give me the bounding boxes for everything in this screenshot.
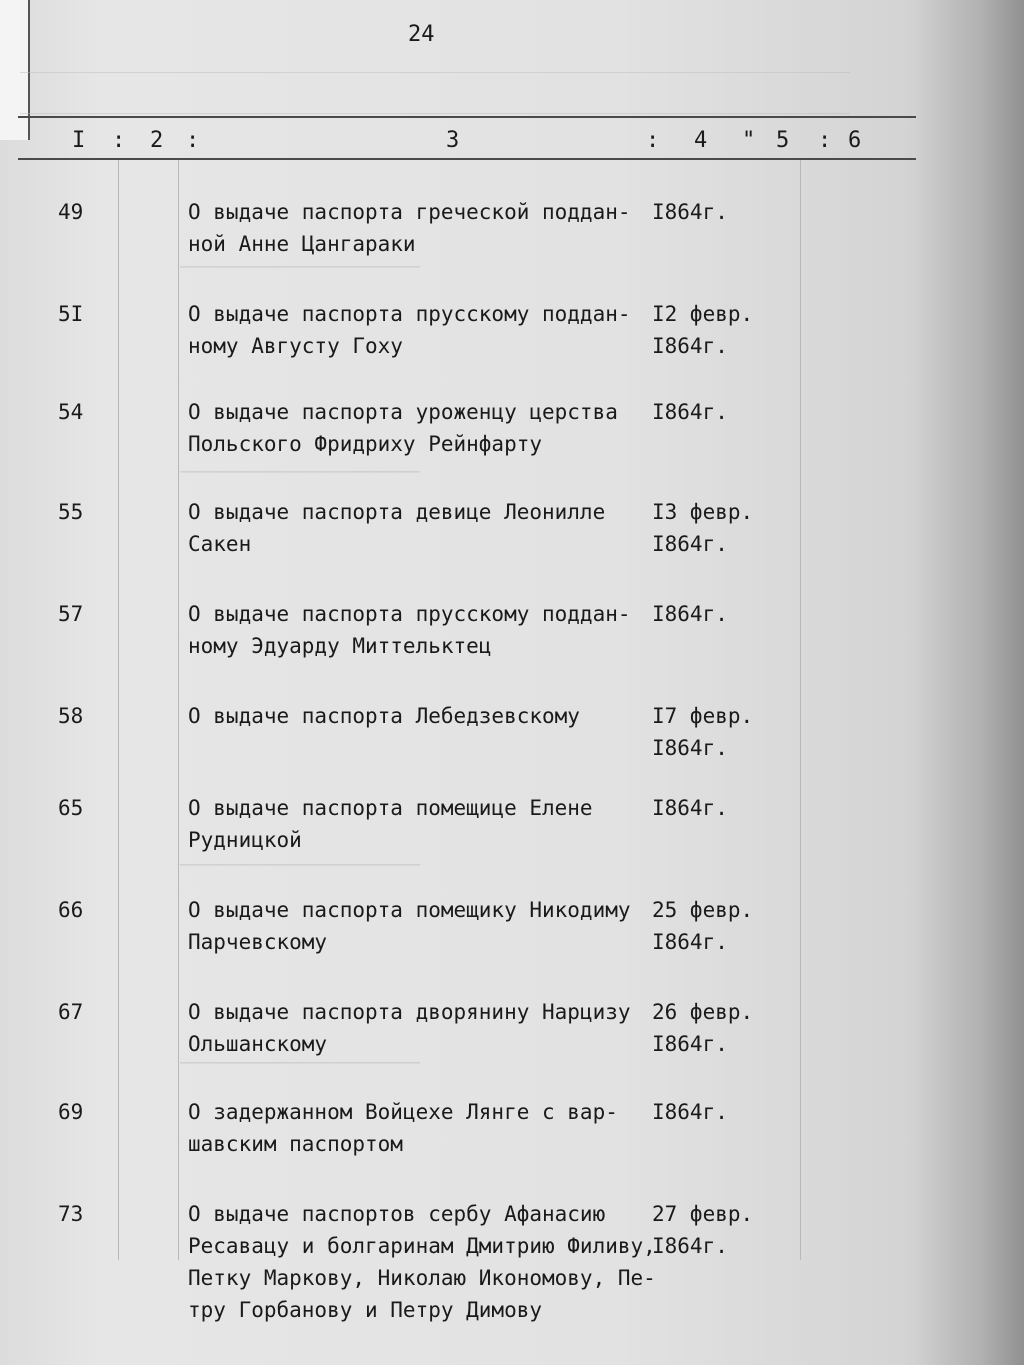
column-number-3: 3 — [446, 128, 460, 153]
row-description: О выдаче паспорта греческой поддан- ной Анне Цангараки — [188, 200, 631, 256]
row-date: 26 февр. I864г. — [652, 1000, 754, 1056]
row-number: 49 — [58, 200, 84, 224]
row-date: I864г. — [652, 1100, 728, 1124]
column-separator: : — [818, 128, 832, 153]
row-date: I864г. — [652, 200, 728, 224]
row-number: 65 — [58, 796, 84, 820]
row-description: О выдаче паспорта девице Леонилле Сакен — [188, 500, 606, 556]
faint-table-header — [20, 72, 850, 114]
column-number-5: 5 — [776, 128, 790, 153]
column-separator: : — [186, 128, 200, 153]
column-separator: : — [646, 128, 660, 153]
column-separator: " — [742, 128, 756, 153]
row-date: I3 февр. I864г. — [652, 500, 754, 556]
row-number: 67 — [58, 1000, 84, 1024]
row-number: 73 — [58, 1202, 84, 1226]
column-number-2: 2 — [150, 128, 164, 153]
column-number-6: 6 — [848, 128, 862, 153]
row-date: I864г. — [652, 796, 728, 820]
row-date: I2 февр. I864г. — [652, 302, 754, 358]
row-description: О выдаче паспорта прусскому поддан- ному Эдуарду Миттельктец — [188, 602, 631, 658]
bleed-through-text: ――――――――――――――――――――― — [180, 255, 421, 277]
column-divider — [118, 160, 119, 1260]
column-divider — [178, 160, 179, 1260]
column-number-1: I — [72, 128, 86, 153]
row-number: 58 — [58, 704, 84, 728]
bleed-through-text: ――――――――――――――――――――― — [180, 1051, 421, 1073]
column-divider — [800, 160, 801, 1260]
row-date: 25 февр. I864г. — [652, 898, 754, 954]
row-number: 55 — [58, 500, 84, 524]
page-shadow — [914, 0, 1024, 1365]
page-number: 24 — [408, 22, 435, 47]
row-number: 54 — [58, 400, 84, 424]
bleed-through-text: ――――――――――――――――――――― — [180, 460, 421, 482]
row-description: О выдаче паспортов сербу Афанасию Ресавацу и болгаринам Дмитрию Филиву, Петку Маркову, Николаю Икономову, Пе- тру Горбанову и Петру Димову — [188, 1202, 656, 1322]
column-separator: : — [112, 128, 126, 153]
row-description: О выдаче паспорта помещику Никодиму Парчевскому — [188, 898, 631, 954]
row-number: 66 — [58, 898, 84, 922]
row-description: О выдаче паспорта помещице Елене Рудницкой — [188, 796, 593, 852]
previous-page-edge — [0, 0, 30, 140]
row-number: 69 — [58, 1100, 84, 1124]
row-number: 57 — [58, 602, 84, 626]
row-description: О выдаче паспорта дворянину Нарцизу Ольшанскому — [188, 1000, 631, 1056]
header-rule-top — [18, 116, 916, 118]
row-date: I7 февр. I864г. — [652, 704, 754, 760]
row-description: О выдаче паспорта Лебедзевскому — [188, 704, 580, 728]
header-rule-bottom — [18, 158, 916, 160]
row-description: О выдаче паспорта прусскому поддан- ному Августу Гоху — [188, 302, 631, 358]
row-date: I864г. — [652, 400, 728, 424]
row-number: 5I — [58, 302, 84, 326]
row-description: О задержанном Войцехе Лянге с вар- шавским паспортом — [188, 1100, 618, 1156]
row-date: 27 февр. I864г. — [652, 1202, 754, 1258]
row-description: О выдаче паспорта уроженцу церства Польского Фридриху Рейнфарту — [188, 400, 618, 456]
column-number-4: 4 — [694, 128, 708, 153]
row-date: I864г. — [652, 602, 728, 626]
bleed-through-text: ――――――――――――――――――――― — [180, 853, 421, 875]
